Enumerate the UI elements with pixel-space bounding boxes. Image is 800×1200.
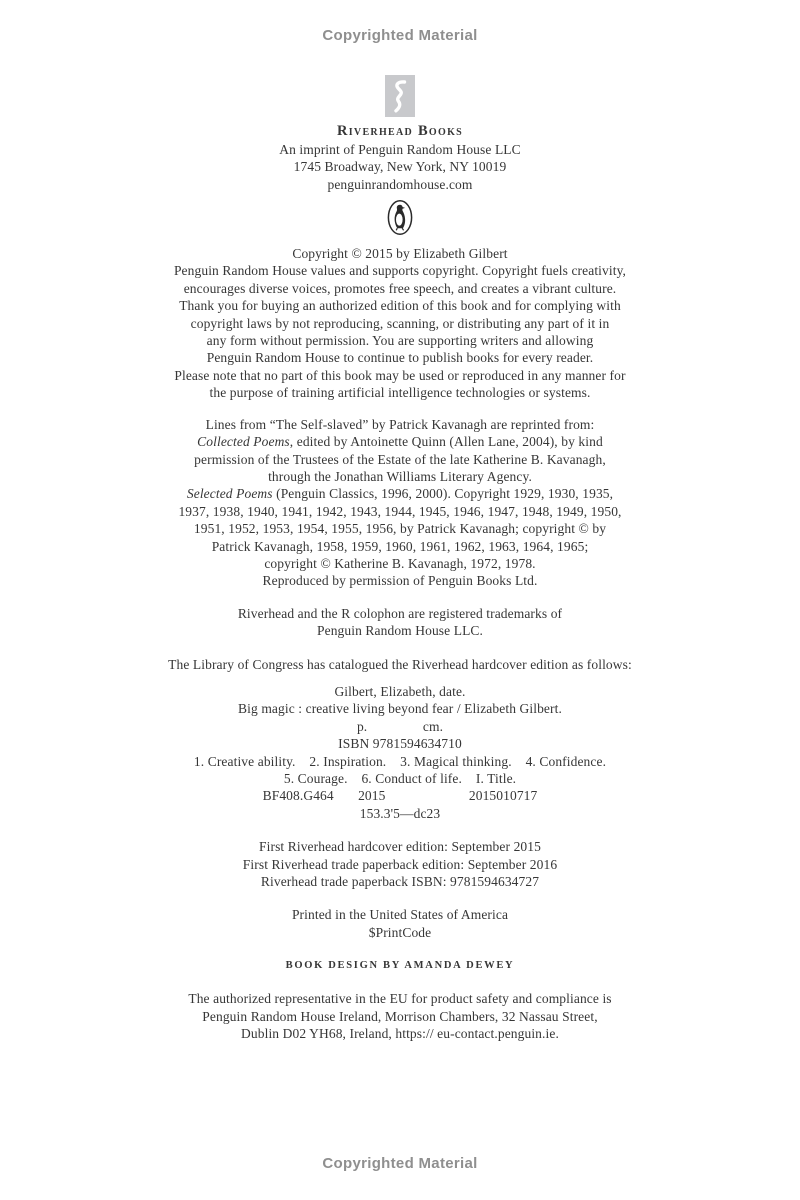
text-line: Printed in the United States of America [291, 907, 509, 923]
text-line: First Riverhead trade paperback edition: September 2016 [242, 856, 558, 872]
subject-headings-line: 5. Courage. 6. Conduct of life. I. Title. [283, 771, 517, 786]
text-line: 1951, 1952, 1953, 1954, 1955, 1956, by Patrick Kavanagh; copyright © by [193, 521, 607, 537]
italic-title: Collected Poems [197, 434, 290, 450]
text-line: First Riverhead hardcover edition: September 2015 [259, 839, 541, 855]
text-line: Please note that no part of this book may be used or reproduced in any manner for [174, 367, 626, 383]
text-line: Dublin D02 YH68, Ireland, https:// eu-contact.penguin.ie. [241, 1026, 559, 1042]
text-line: Collected Poems, edited by Antoinette Quinn (Allen Lane, 2004), by kind [197, 434, 603, 450]
imprint-line: An imprint of Penguin Random House LLC [279, 141, 521, 157]
riverhead-colophon-container [0, 75, 800, 117]
text-line: Penguin Random House to continue to publish books for every reader. [206, 350, 594, 366]
text-line: The Library of Congress has catalogued the Riverhead hardcover edition as follows: [168, 656, 632, 672]
text-line: any form without permission. You are supporting writers and allowing [206, 333, 594, 349]
trademark-notice-block [0, 605, 800, 640]
publisher-address: 1745 Broadway, New York, NY 10019 [293, 159, 507, 175]
text-line: Penguin Random House values and supports copyright. Copyright fuels creativity, [173, 263, 627, 279]
design-credit-line: BOOK DESIGN BY AMANDA DEWEY [285, 960, 515, 972]
italic-title: Selected Poems [186, 486, 273, 502]
text-line: Gilbert, Elizabeth, date. [334, 683, 466, 699]
penguin-colophon-icon [387, 199, 413, 236]
edition-history-block [0, 838, 800, 890]
penguin-colophon-container [0, 199, 800, 236]
imprint-name: Riverhead Books [336, 123, 464, 140]
text-line: Selected Poems (Penguin Classics, 1996, 2000). Copyright 1929, 1930, 1935, [186, 486, 614, 502]
text-line: Lines from “The Self-slaved” by Patrick Kavanagh are reprinted from: [205, 416, 595, 432]
text-line: Patrick Kavanagh, 1958, 1959, 1960, 1961, 1962, 1963, 1964, 1965; [211, 538, 589, 554]
text-line: through the Jonathan Williams Literary Agency. [268, 468, 532, 484]
copyrighted-material-watermark-bottom: Copyrighted Material [322, 1155, 478, 1172]
isbn-line: Riverhead trade paperback ISBN: 9781594634727 [260, 874, 540, 890]
text-line: copyright laws by not reproducing, scanning, or distributing any part of it in [190, 315, 610, 331]
riverhead-r-colophon-icon [385, 75, 415, 117]
print-code-placeholder: $PrintCode [368, 924, 432, 940]
printing-info-block [0, 906, 800, 941]
library-of-congress-statement [0, 656, 800, 673]
subject-headings-line: 1. Creative ability. 2. Inspiration. 3. Magical thinking. 4. Confidence. [193, 753, 607, 769]
copyright-notice-block [0, 245, 800, 402]
text-line: Penguin Random House LLC. [317, 623, 483, 639]
isbn-line: ISBN 9781594634710 [338, 736, 462, 752]
text-line: Reproduced by permission of Penguin Books Ltd. [262, 573, 538, 589]
text-line: Riverhead and the R colophon are registered trademarks of [237, 605, 563, 621]
text-line: Penguin Random House Ireland, Morrison Chambers, 32 Nassau Street, [202, 1008, 598, 1024]
text-line: 1937, 1938, 1940, 1941, 1942, 1943, 1944, 1945, 1946, 1947, 1948, 1949, 1950, [178, 503, 622, 519]
text-line: the purpose of training artificial intelligence technologies or systems. [209, 385, 591, 401]
text-line: Thank you for buying an authorized edition of this book and for complying with [179, 298, 621, 314]
design-credit-block [0, 959, 800, 973]
text-line: Big magic : creative living beyond fear / Elizabeth Gilbert. [238, 701, 562, 717]
cataloging-in-publication-block [0, 683, 800, 822]
text-line: Copyright © 2015 by Elizabeth Gilbert [292, 246, 508, 262]
dewey-number-line: 153.3'5—dc23 [359, 805, 441, 821]
publisher-imprint-block [0, 123, 800, 193]
text-line: copyright © Katherine B. Kavanagh, 1972, 1978. [264, 555, 536, 571]
text-line: encourages diverse voices, promotes free speech, and creates a vibrant culture. [183, 280, 617, 296]
permissions-notice-block [0, 416, 800, 590]
text-line: The authorized representative in the EU for product safety and compliance is [188, 991, 612, 1007]
text-line: permission of the Trustees of the Estate of the late Katherine B. Kavanagh, [194, 451, 606, 467]
eu-representative-block [0, 990, 800, 1042]
call-number-line: BF408.G464 2015 2015010717 [262, 788, 538, 804]
text-line: p. cm. [356, 718, 444, 734]
publisher-website: penguinrandomhouse.com [327, 176, 473, 192]
copyrighted-material-watermark-top: Copyrighted Material [322, 27, 478, 44]
